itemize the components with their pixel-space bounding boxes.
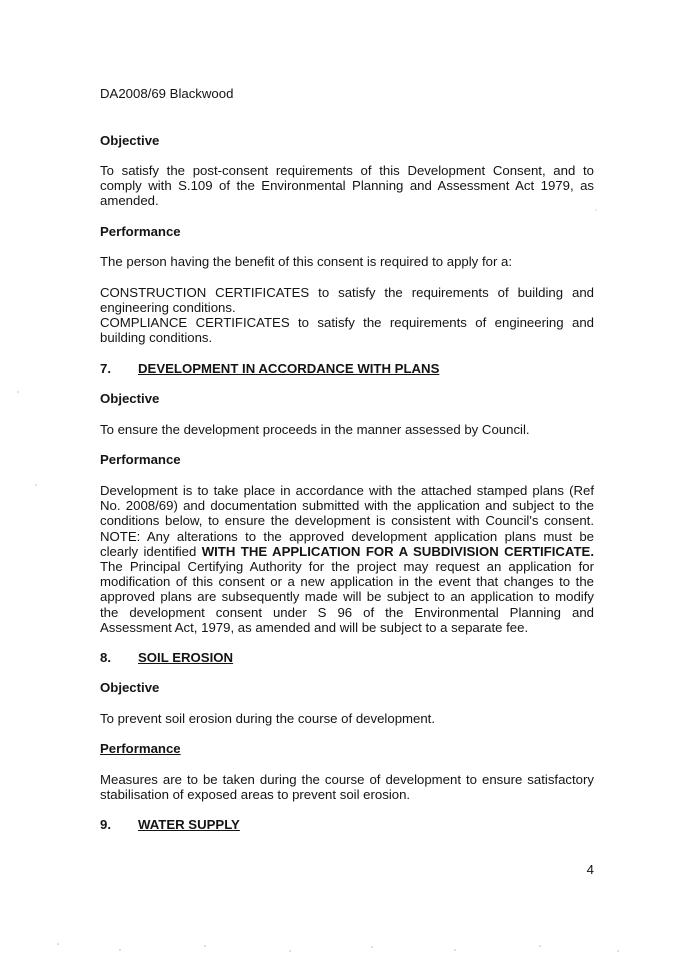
section-8-title: SOIL EROSION (138, 650, 234, 665)
construction-certificates-text: CONSTRUCTION CERTIFICATES to satisfy the requirements of building and engineering conditions. (100, 285, 594, 316)
compliance-certificates-text: COMPLIANCE CERTIFICATES to satisfy the requirements of engineering and building conditions. (100, 315, 594, 346)
performance-text-part-2: The Principal Certifying Authority for the project may request an application for modification of this consent or a new application in the event that changes to the approved plans are subsequently made will be subject to an application to modify the development consent under S 96 of the Environmental Planning and Assessment Act, 1979, as amended and will be subject to a separate fee. (100, 559, 594, 635)
section-7-performance-heading: Performance (100, 452, 181, 467)
section-8-objective-heading: Objective (100, 680, 160, 695)
objective-heading: Objective (100, 133, 160, 148)
section-7-objective-text: To ensure the development proceeds in the manner assessed by Council. (100, 422, 530, 437)
section-7-title: DEVELOPMENT IN ACCORDANCE WITH PLANS (138, 361, 440, 376)
performance-intro: The person having the benefit of this consent is required to apply for a: (100, 254, 512, 269)
section-7-number: 7. (100, 361, 111, 376)
section-8-objective-text: To prevent soil erosion during the course of development. (100, 711, 436, 726)
objective-text: To satisfy the post-consent requirements of this Development Consent, and to comply with S.109 of the Environmental Planning and Assessment Act 1979, as amended. (100, 163, 594, 209)
page-number: 4 (586, 862, 594, 877)
performance-heading: Performance (100, 224, 181, 239)
section-8-number: 8. (100, 650, 111, 665)
section-8-performance-heading: Performance (100, 741, 181, 756)
document-reference: DA2008/69 Blackwood (100, 86, 234, 101)
performance-text-bold-clause: WITH THE APPLICATION FOR A SUBDIVISION CERTIFICATE. (201, 543, 594, 559)
section-7-objective-heading: Objective (100, 391, 160, 406)
section-8-performance-text: Measures are to be taken during the course of development to ensure satisfactory stabilisation of exposed areas to prevent soil erosion. (100, 772, 594, 803)
section-9-title: WATER SUPPLY (138, 817, 240, 832)
performance-text-part-1: Development is to take place in accordance with the attached stamped plans (Ref No. 2008/69) and documentation submitted with the application and subject to the conditions below, to ensure the development is consistent with Council's consent. NOTE: Any alterations to the approved development application plans must be clearly identified (100, 483, 594, 559)
section-9-number: 9. (100, 817, 111, 832)
